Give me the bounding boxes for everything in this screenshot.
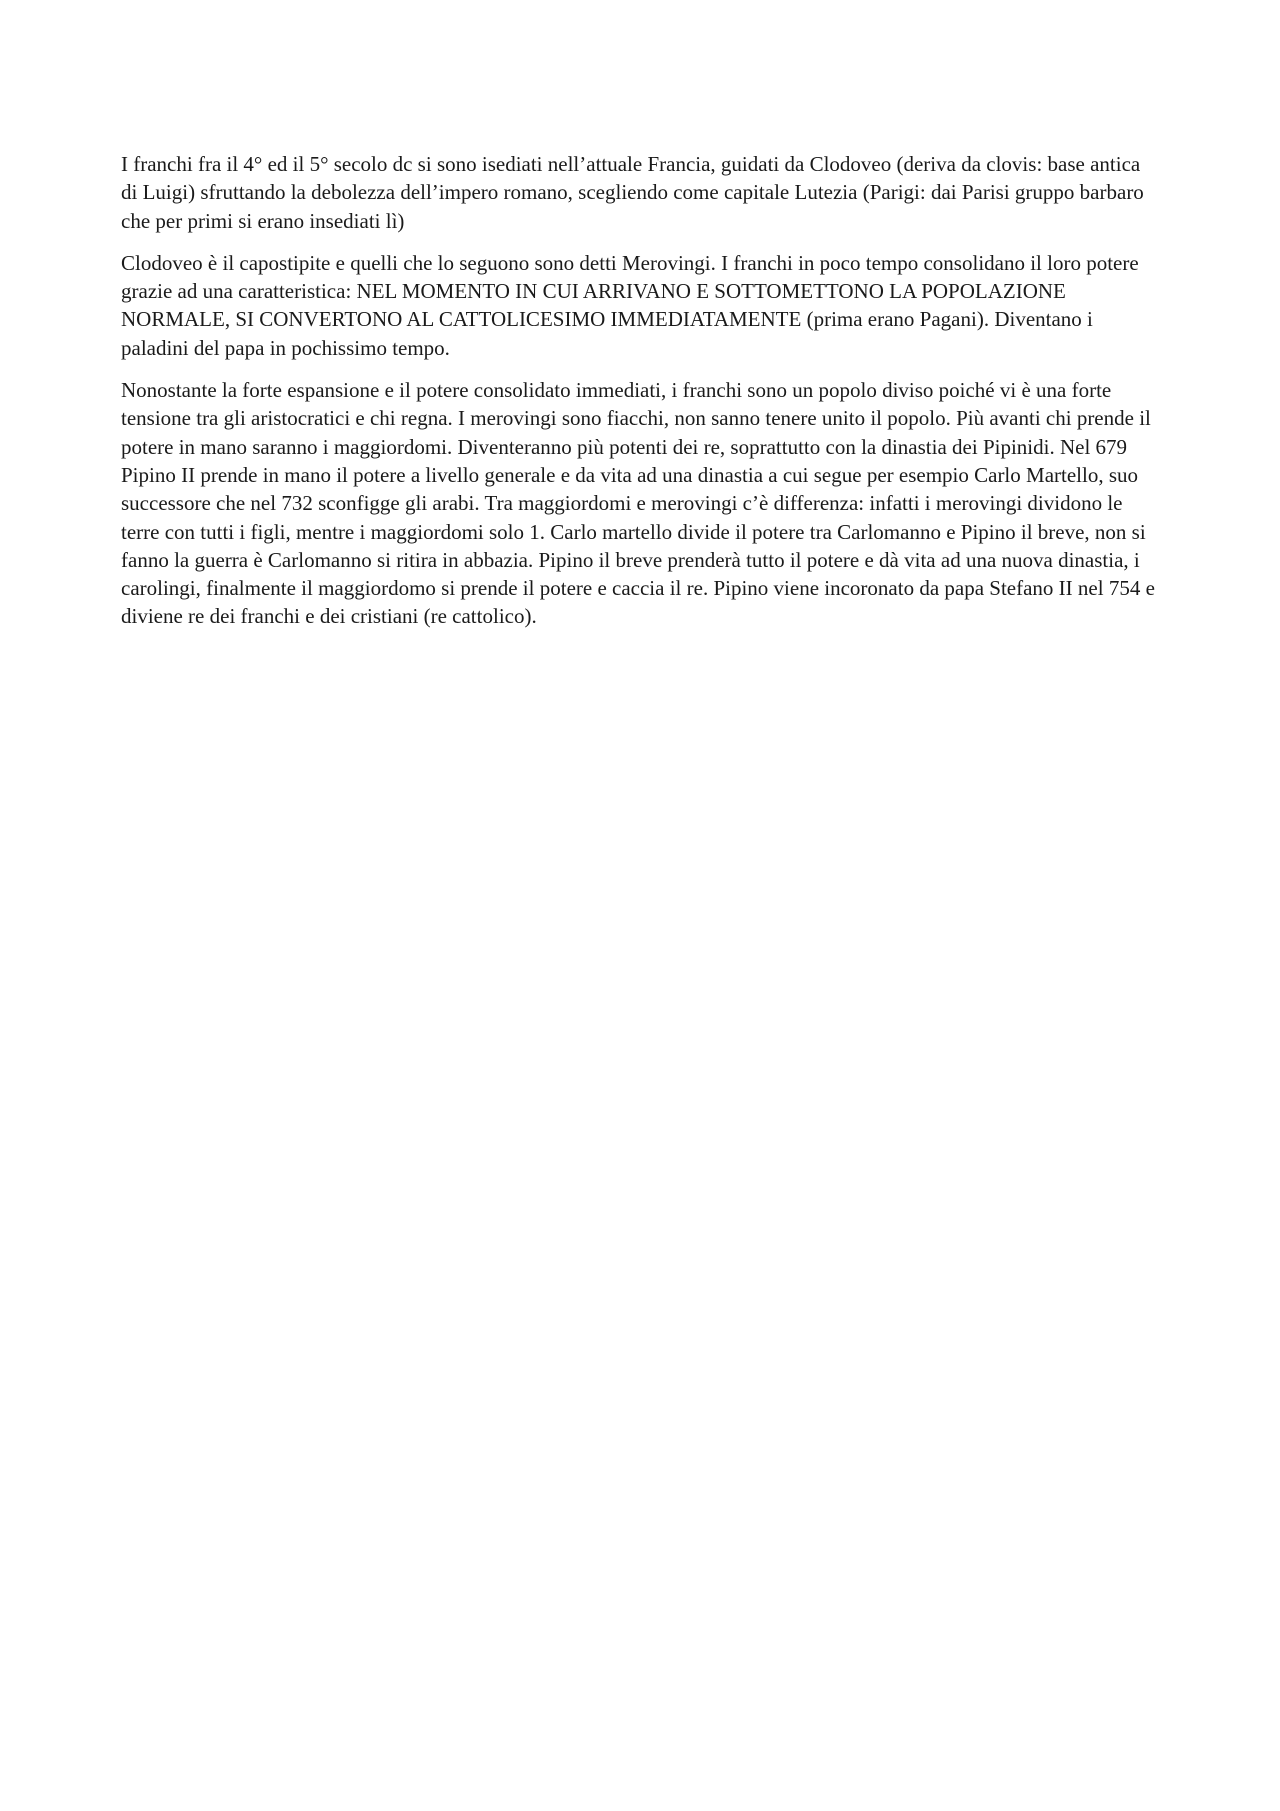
paragraph-maggiordomi-carolingi: Nonostante la forte espansione e il potere consolidato immediati, i franchi sono un popolo diviso poiché vi è una forte tensione tra gli aristocratici e chi regna. I merovingi sono fiacchi, non sanno tenere unito il popolo. Più avanti chi prende il potere in mano saranno i maggiordomi. Diventeranno più potenti dei re, soprattutto con la dinastia dei Pipinidi. Nel 679 Pipino II prende in mano il potere a livello generale e da vita ad una dinastia a cui segue per esempio Carlo Martello, suo successore che nel 732 sconfigge gli arabi. Tra maggiordomi e merovingi c’è differenza: infatti i merovingi dividono le terre con tutti i figli, mentre i maggiordomi solo 1. Carlo martello divide il potere tra Carlomanno e Pipino il breve, non si fanno la guerra è Carlomanno si ritira in abbazia. Pipino il breve prenderà tutto il potere e dà vita ad una nuova dinastia, i carolingi, finalmente il maggiordomo si prende il potere e caccia il re. Pipino viene incoronato da papa Stefano II nel 754 e diviene re dei franchi e dei cristiani (re cattolico). bbox=[121, 378, 1155, 629]
document-body bbox=[121, 150, 1161, 645]
paragraph-franchi-clodoveo: I franchi fra il 4° ed il 5° secolo dc si sono isediati nell’attuale Francia, guidati da Clodoveo (deriva da clovis: base antica di Luigi) sfruttando la debolezza dell’impero romano, scegliendo come capitale Lutezia (Parigi: dai Parisi gruppo barbaro che per primi si erano insediati lì) bbox=[121, 152, 1144, 233]
paragraph-merovingi: Clodoveo è il capostipite e quelli che lo seguono sono detti Merovingi. I franchi in poco tempo consolidano il loro potere grazie ad una caratteristica: NEL MOMENTO IN CUI ARRIVANO E SOTTOMETTONO LA POPOLAZIONE NORMALE, SI CONVERTONO AL CATTOLICESIMO IMMEDIATAMENTE (prima erano Pagani). Diventano i paladini del papa in pochissimo tempo. bbox=[121, 250, 1139, 360]
